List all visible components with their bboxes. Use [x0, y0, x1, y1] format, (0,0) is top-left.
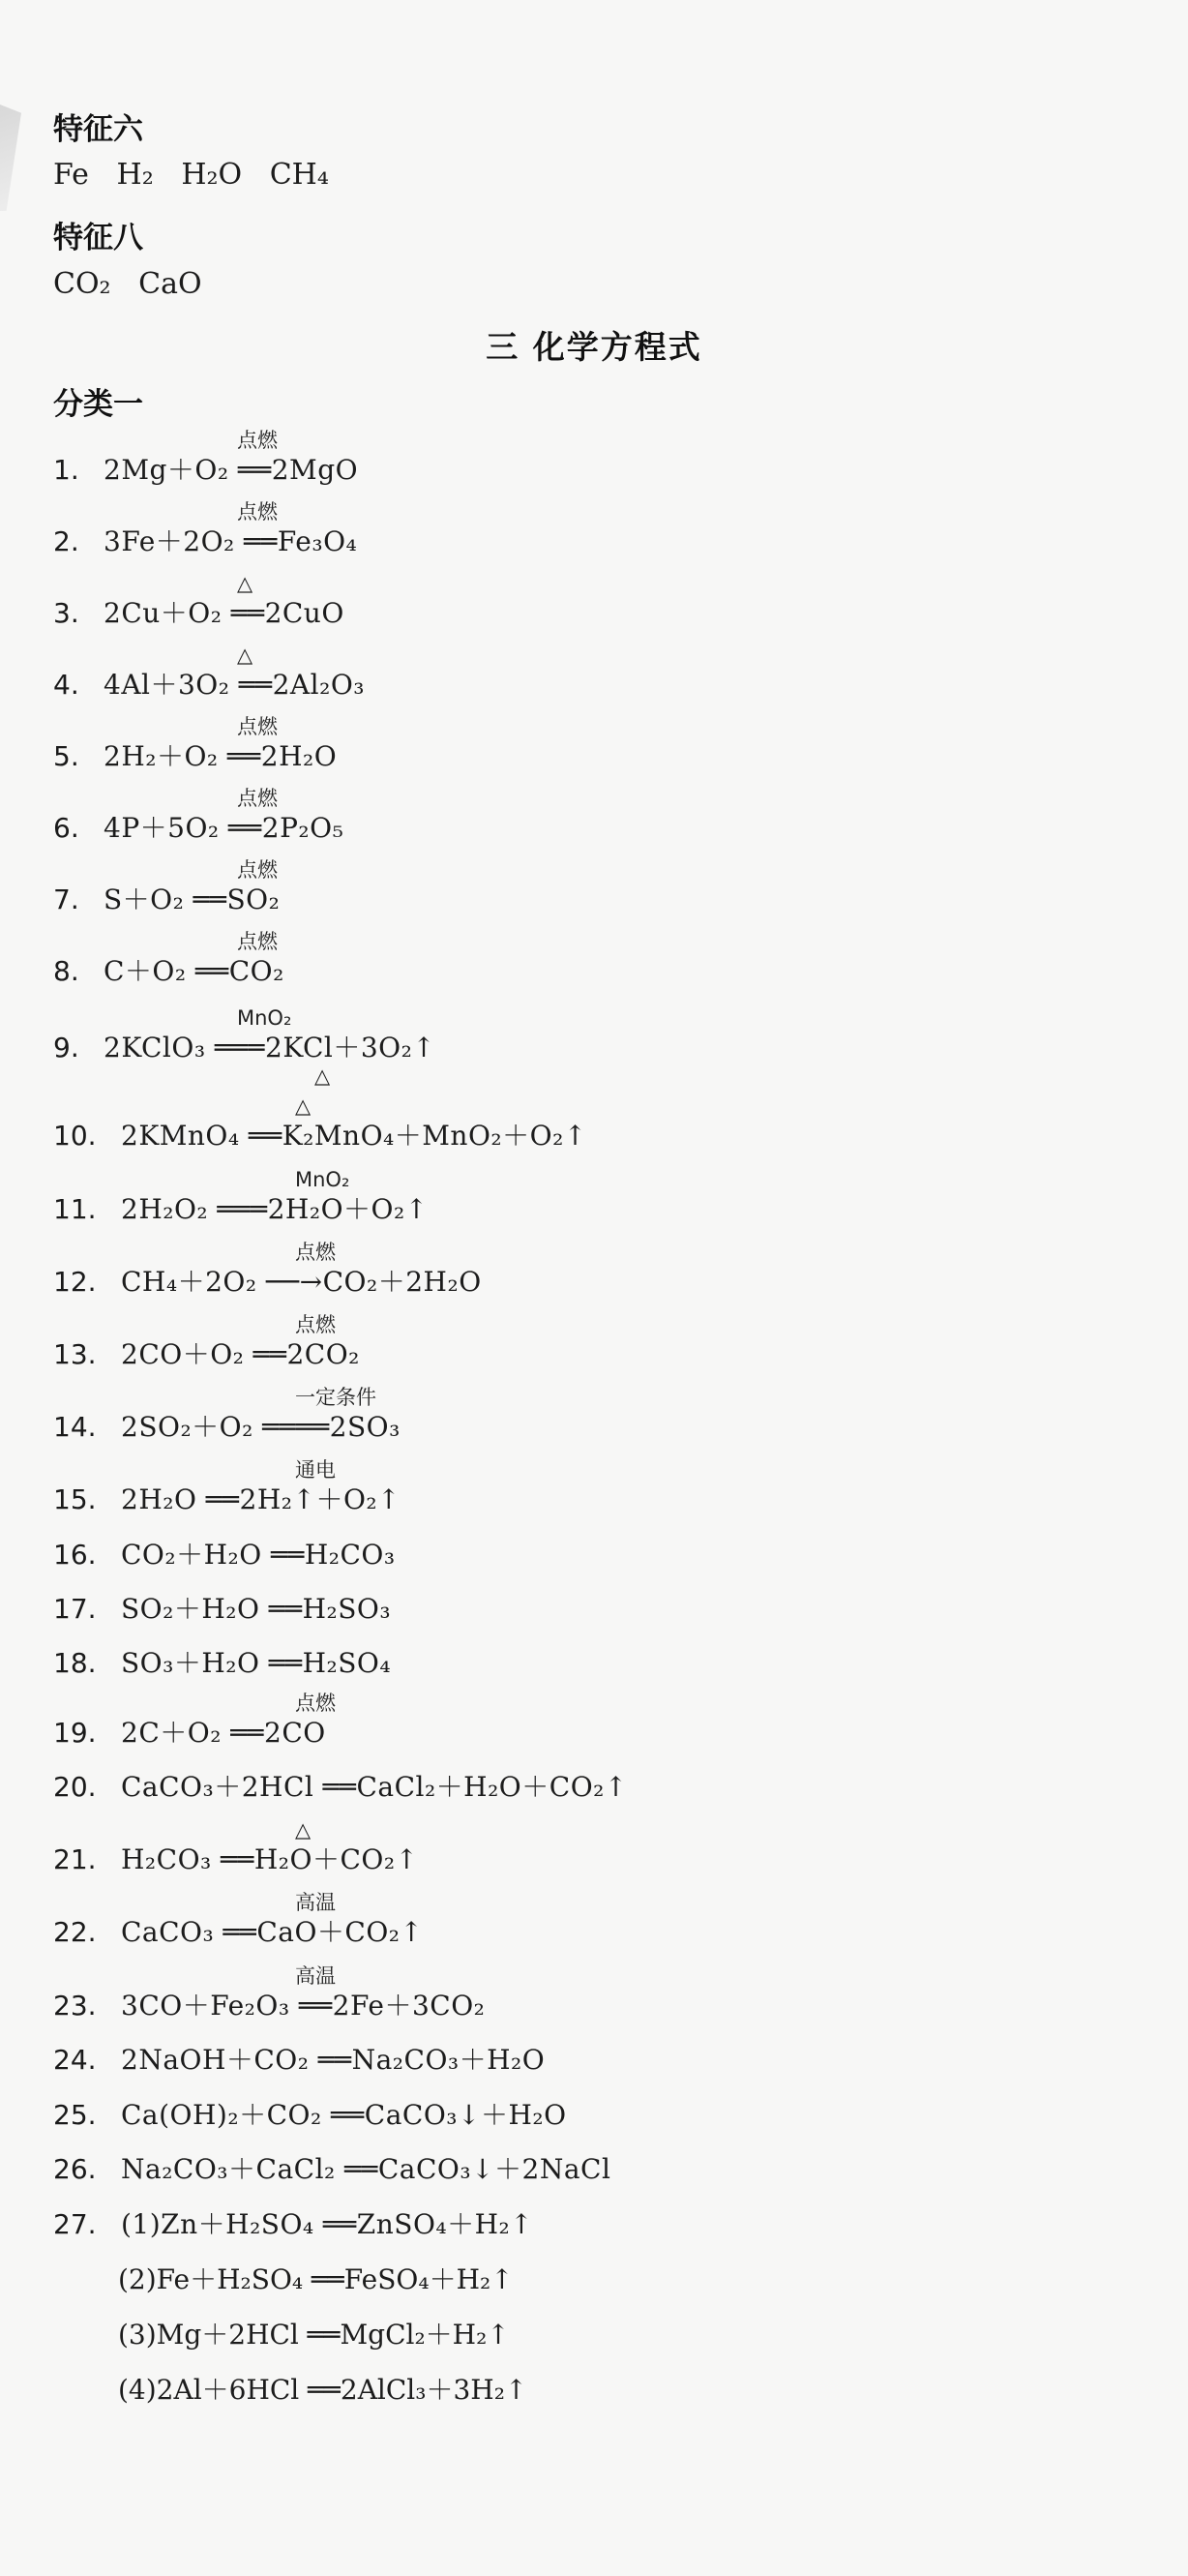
category-heading: 分类一: [53, 387, 143, 422]
feature-six-content: Fe H₂ H₂O CH₄: [53, 158, 329, 192]
equation-number: 13.: [53, 1338, 97, 1370]
equation-text: S＋O₂ ══SO₂: [104, 884, 281, 915]
reaction-condition: △: [237, 572, 253, 595]
reaction-condition: 点燃: [237, 787, 278, 810]
equation-text: 2Mg＋O₂ ══2MgO: [104, 454, 359, 486]
equation-number: 25.: [53, 2099, 97, 2131]
equation-number: 26.: [53, 2153, 97, 2185]
equation-27-part-3: (3)Mg＋2HCl ══MgCl₂＋H₂↑: [118, 2319, 510, 2351]
reaction-condition: MnO₂: [237, 1006, 292, 1030]
reaction-condition: 点燃: [237, 429, 278, 452]
equation-number: 5.: [53, 740, 79, 772]
equation-number: 22.: [53, 1916, 97, 1948]
equation-text: CO₂＋H₂O ══H₂CO₃: [121, 1539, 396, 1571]
equation-text: Ca(OH)₂＋CO₂ ══CaCO₃↓＋H₂O: [121, 2099, 567, 2131]
reaction-condition: 点燃: [237, 715, 278, 738]
equation-text: CaCO₃ ══CaO＋CO₂↑: [121, 1916, 424, 1948]
equation-number: 3.: [53, 597, 79, 629]
equation-number: 8.: [53, 955, 79, 987]
reaction-condition: 高温: [295, 1964, 336, 1988]
equation-number: 2.: [53, 525, 79, 557]
equation-text: 4Al＋3O₂ ══2Al₂O₃: [104, 669, 365, 701]
reaction-condition: 一定条件: [295, 1386, 376, 1409]
equation-text: SO₃＋H₂O ══H₂SO₄: [121, 1647, 392, 1679]
equation-text: CH₄＋2O₂ ──→CO₂＋2H₂O: [121, 1266, 482, 1298]
equation-text: 2KClO₃ ═══2KCl＋3O₂↑: [104, 1032, 436, 1063]
reaction-condition: 点燃: [237, 858, 278, 882]
equation-27-part-2: (2)Fe＋H₂SO₄ ══FeSO₄＋H₂↑: [118, 2263, 514, 2295]
equation-text: 2H₂＋O₂ ══2H₂O: [104, 740, 338, 772]
equation-number: 10.: [53, 1120, 97, 1152]
equation-text: C＋O₂ ══CO₂: [104, 955, 284, 987]
reaction-condition: △: [295, 1094, 312, 1118]
equation-number: 14.: [53, 1411, 97, 1443]
reaction-condition: 点燃: [295, 1313, 336, 1336]
equation-27-part-4: (4)2Al＋6HCl ══2AlCl₃＋3H₂↑: [118, 2374, 528, 2406]
equation-text: 2C＋O₂ ══2CO: [121, 1717, 326, 1749]
page-edge-shadow: [0, 105, 21, 211]
equation-text: 2CO＋O₂ ══2CO₂: [121, 1338, 360, 1370]
equation-number: 9.: [53, 1032, 79, 1063]
reaction-condition-below: △: [314, 1064, 331, 1088]
equation-number: 1.: [53, 454, 79, 486]
equation-text: 2SO₂＋O₂ ════2SO₃: [121, 1411, 401, 1443]
reaction-condition: 点燃: [295, 1692, 336, 1715]
equation-text: 2KMnO₄ ══K₂MnO₄＋MnO₂＋O₂↑: [121, 1120, 587, 1152]
equation-text: 2H₂O₂ ═══2H₂O＋O₂↑: [121, 1193, 429, 1225]
section-title: 三 化学方程式: [486, 328, 702, 366]
equation-number: 18.: [53, 1647, 97, 1679]
equation-text: CaCO₃＋2HCl ══CaCl₂＋H₂O＋CO₂↑: [121, 1771, 628, 1803]
equation-number: 19.: [53, 1717, 97, 1749]
equation-text: 3Fe＋2O₂ ══Fe₃O₄: [104, 525, 358, 557]
reaction-condition: △: [295, 1818, 312, 1842]
reaction-condition: △: [237, 644, 253, 667]
equation-number: 11.: [53, 1193, 97, 1225]
equation-number: 23.: [53, 1990, 97, 2022]
equation-text: 2Cu＋O₂ ══2CuO: [104, 597, 344, 629]
reaction-condition: MnO₂: [295, 1168, 350, 1191]
feature-eight-content: CO₂ CaO: [53, 267, 202, 301]
equation-text: 3CO＋Fe₂O₃ ══2Fe＋3CO₂: [121, 1990, 486, 2022]
equation-number: 15.: [53, 1483, 97, 1515]
reaction-condition: 高温: [295, 1891, 336, 1914]
equation-text: 2NaOH＋CO₂ ══Na₂CO₃＋H₂O: [121, 2044, 546, 2076]
equation-number: 24.: [53, 2044, 97, 2076]
feature-eight-heading: 特征八: [53, 221, 143, 255]
equation-text: Na₂CO₃＋CaCl₂ ══CaCO₃↓＋2NaCl: [121, 2153, 611, 2185]
reaction-condition: 通电: [295, 1458, 336, 1482]
equation-text: 4P＋5O₂ ══2P₂O₅: [104, 812, 344, 844]
reaction-condition: 点燃: [237, 930, 278, 953]
equation-number: 7.: [53, 884, 79, 915]
equation-number: 12.: [53, 1266, 97, 1298]
equation-number: 27.: [53, 2208, 97, 2240]
equation-number: 4.: [53, 669, 79, 701]
equation-number: 17.: [53, 1593, 97, 1625]
equation-text: (1)Zn＋H₂SO₄ ══ZnSO₄＋H₂↑: [121, 2208, 534, 2240]
feature-six-heading: 特征六: [53, 112, 143, 147]
equation-number: 21.: [53, 1843, 97, 1875]
equation-text: SO₂＋H₂O ══H₂SO₃: [121, 1593, 392, 1625]
reaction-condition: 点燃: [295, 1241, 336, 1264]
equation-number: 16.: [53, 1539, 97, 1571]
reaction-condition: 点燃: [237, 500, 278, 524]
equation-number: 20.: [53, 1771, 97, 1803]
equation-number: 6.: [53, 812, 79, 844]
equation-text: 2H₂O ══2H₂↑＋O₂↑: [121, 1483, 401, 1515]
equation-text: H₂CO₃ ══H₂O＋CO₂↑: [121, 1843, 419, 1875]
